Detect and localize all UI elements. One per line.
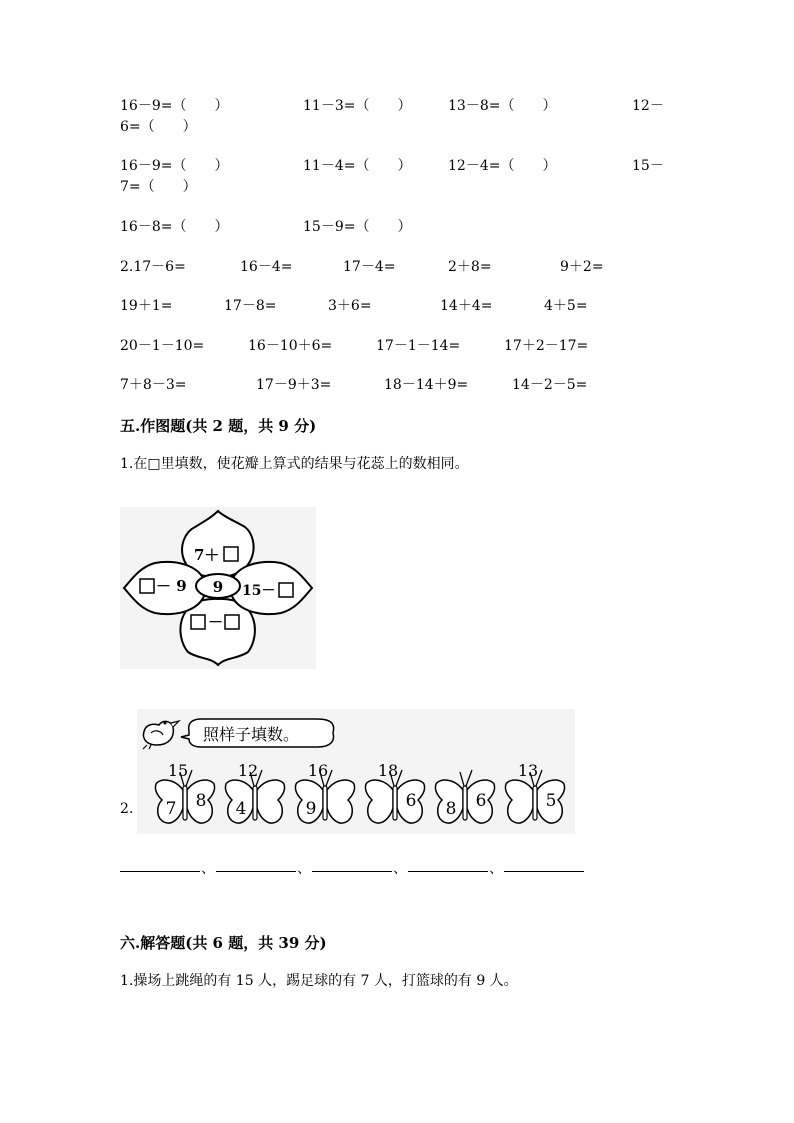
expr-r3-1: 16－8=（ ） <box>120 219 229 235</box>
butterfly-top-number: 15 <box>167 761 189 780</box>
butterfly-5 <box>430 760 500 832</box>
calc-r2-1: 19＋1= <box>120 298 173 314</box>
calc-r3-3: 17－1－14= <box>376 338 461 354</box>
calc-r2-5: 4＋5= <box>544 298 588 314</box>
butterfly-row <box>150 760 580 832</box>
flower-right-box[interactable] <box>279 583 293 597</box>
answer-blank-5[interactable] <box>504 871 584 872</box>
expr-r2-2: 11－4=（ ） <box>303 158 412 174</box>
bubble-text: 照样子填数。 <box>203 725 300 744</box>
calc-r4-1: 7＋8－3= <box>120 377 187 393</box>
expr-r1-4a: 12－ <box>632 98 664 114</box>
calc-r3-1: 20－1－10= <box>120 338 205 354</box>
calc-r4-4: 14－2－5= <box>512 377 588 393</box>
flower-right-text: 15－ <box>242 583 276 599</box>
calc-r3-2: 16－10＋6= <box>248 338 333 354</box>
butterfly-top-number: 13 <box>517 761 539 780</box>
butterfly-left-number: 7 <box>165 799 177 819</box>
expr-r2-4b: 7=（ ） <box>120 179 197 195</box>
section6-heading: 六.解答题(共 6 题，共 39 分) <box>120 934 327 952</box>
butterfly-right-number: 6 <box>405 791 417 811</box>
answer-blank-4[interactable] <box>408 871 488 872</box>
flower-top-box[interactable] <box>224 547 238 561</box>
butterfly-right-number: 8 <box>195 791 207 811</box>
calc-r1-2: 16－4= <box>240 259 293 275</box>
flower-bottom-text: － <box>208 613 224 631</box>
calc-r3-4: 17＋2－17= <box>504 338 589 354</box>
butterfly-right-number: 5 <box>545 791 557 811</box>
separator-1: 、 <box>201 861 215 877</box>
butterfly-left-number: 4 <box>235 799 247 819</box>
butterfly-4 <box>360 760 430 832</box>
flower-top-text: 7＋ <box>194 546 220 564</box>
calc-r1-5: 9＋2= <box>560 259 604 275</box>
butterfly-top-number: 18 <box>377 761 399 780</box>
flower-center-text: 9 <box>212 578 224 596</box>
calc-r4-2: 17－9＋3= <box>256 377 332 393</box>
flower-bottom-box-1[interactable] <box>191 615 205 629</box>
section5-heading: 五.作图题(共 2 题，共 9 分) <box>120 417 317 435</box>
answer-blank-3[interactable] <box>312 871 392 872</box>
section5-q1: 1.在□里填数，使花瓣上算式的结果与花蕊上的数相同。 <box>120 456 469 472</box>
separator-4: 、 <box>489 861 503 877</box>
calc-r1-3: 17－4= <box>343 259 396 275</box>
calc-r1-1: 2.17－6= <box>120 259 186 275</box>
expr-r2-4a: 15－ <box>632 158 664 174</box>
calc-r2-2: 17－8= <box>224 298 277 314</box>
calc-r2-3: 3＋6= <box>328 298 372 314</box>
expr-r1-1: 16－9=（ ） <box>120 98 229 114</box>
expr-r2-3: 12－4=（ ） <box>448 158 557 174</box>
butterfly-2 <box>220 760 290 832</box>
section5-q2-number: 2. <box>120 801 134 817</box>
separator-3: 、 <box>393 861 407 877</box>
butterfly-left-number: 9 <box>305 799 317 819</box>
separator-2: 、 <box>297 861 311 877</box>
calc-r1-4: 2＋8= <box>448 259 492 275</box>
butterfly-3 <box>290 760 360 832</box>
butterfly-top-number: 12 <box>237 761 259 780</box>
expr-r2-1: 16－9=（ ） <box>120 158 229 174</box>
expr-r1-2: 11－3=（ ） <box>303 98 412 114</box>
calc-r2-4: 14＋4= <box>440 298 493 314</box>
butterfly-left-number: 8 <box>445 799 457 819</box>
calc-r4-3: 18－14＋9= <box>384 377 469 393</box>
section6-q1: 1.操场上跳绳的有 15 人，踢足球的有 7 人，打篮球的有 9 人。 <box>120 973 518 989</box>
answer-blank-1[interactable] <box>120 871 200 872</box>
flower-diagram <box>120 507 316 669</box>
expr-r1-4b: 6=（ ） <box>120 119 197 135</box>
butterfly-6 <box>500 760 570 832</box>
butterfly-top-number: 16 <box>307 761 329 780</box>
expr-r1-3: 13－8=（ ） <box>448 98 557 114</box>
flower-bottom-box-2[interactable] <box>225 615 239 629</box>
flower-left-box[interactable] <box>140 579 154 593</box>
butterfly-right-number: 6 <box>475 791 487 811</box>
flower-left-text: － 9 <box>156 577 187 595</box>
butterfly-1 <box>150 760 220 832</box>
answer-blank-2[interactable] <box>216 871 296 872</box>
expr-r3-2: 15－9=（ ） <box>303 219 412 235</box>
